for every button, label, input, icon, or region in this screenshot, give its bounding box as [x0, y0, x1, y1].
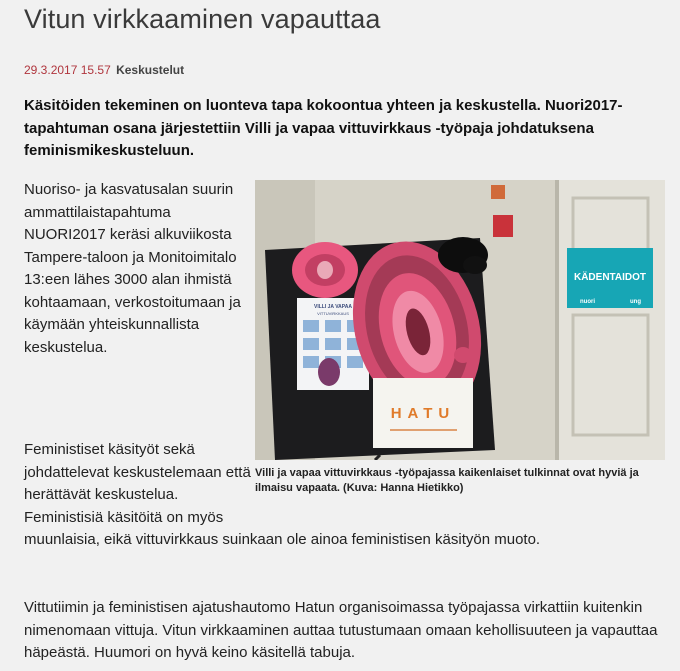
sign [567, 248, 653, 308]
sign-brand-right: ung [630, 299, 641, 305]
poster-title: VILLI JA VAPAA [314, 304, 352, 310]
hatu-text: HATU [390, 405, 456, 422]
article-photo [255, 180, 665, 460]
article-paragraph: Vittutiimin ja feministisen ajatushautomo Hatun organisoimassa työpajassa virkattiin kuitenkin nimenomaan vittuja. Vitun virkkaaminen auttaa tutustumaan omaan kehollisuuteen ja vapauttaa häpeästä. Huumori on hyvä keino käsitellä tabuja. [24, 599, 658, 661]
sign-brand-left: nuori [580, 299, 595, 305]
hatu-poster [373, 378, 473, 448]
article-date: 29.3.2017 15.57 [24, 63, 111, 77]
photo-caption: Villi ja vapaa vittuvirkkaus -työpajassa kaikenlaiset tulkinnat ovat hyviä ja ilmaisu vapaata. (Kuva: Hanna Hietikko) [255, 467, 639, 494]
article-title: Vitun virkkaaminen vapauttaa [24, 4, 381, 34]
article-paragraph: Nuoriso- ja kasvatusalan suurin ammattilaistapahtuma NUORI2017 keräsi alkuviikosta Tampere-taloon ja Monitoimitalo 13:een lähes 3000 alan ihmistä kohtaamaan, verkostoitumaan ja käymään yhteiskunnallista keskustelua. [24, 181, 241, 356]
article-paragraph [24, 439, 664, 552]
sign-text: KÄDENTAIDOT [573, 272, 647, 283]
article-meta [24, 63, 184, 77]
article-paragraph-text: Feministiset käsityöt sekä johdattelevat keskustelemaan että herättävät keskustelua. Feministisiä käsitöitä on myös muunlaisia, eikä vittuvirkkaus suinkaan ole ainoa feministisen käsityön muoto. [24, 441, 541, 548]
article-category-link[interactable]: Keskustelut [116, 63, 185, 77]
article-lead: Käsitöiden tekeminen on luonteva tapa kokoontua yhteen ja keskustella. Nuori2017-tapahtuman osana järjestettiin Villi ja vapaa vittuvirkkaus -työpaja johdatuksena feminismikeskusteluun. [24, 97, 623, 159]
poster-subtitle: VITTUVIRKKAUS [317, 311, 349, 316]
